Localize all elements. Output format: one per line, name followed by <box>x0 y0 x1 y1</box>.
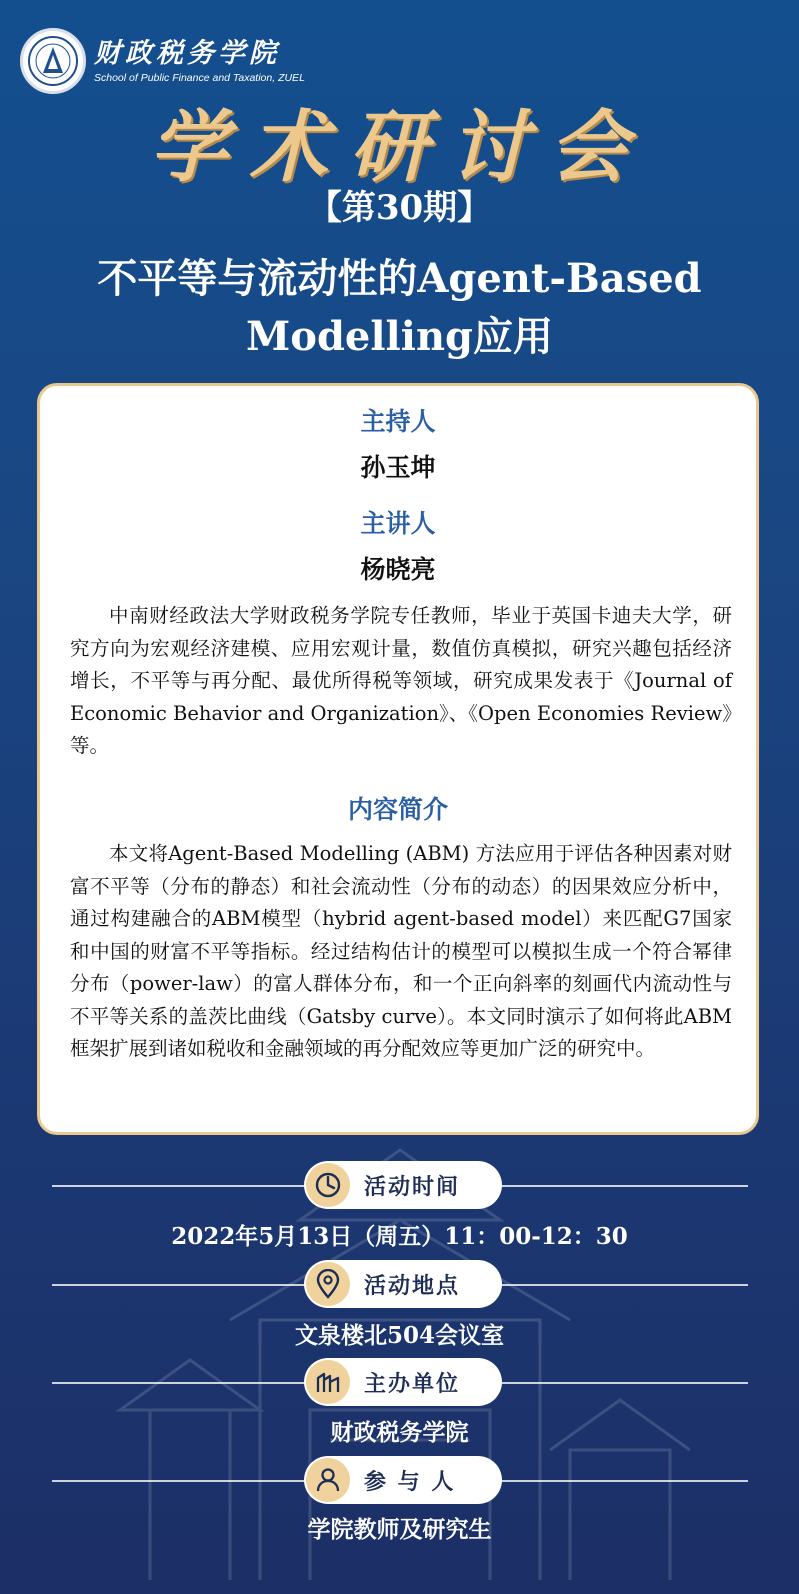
host-name: 孙玉坤 <box>360 453 436 482</box>
issue-number: 【第30期】 <box>307 188 492 228</box>
school-emblem-icon <box>20 28 86 94</box>
person-icon <box>306 1458 350 1502</box>
organizer-value: 财政税务学院 <box>330 1419 469 1446</box>
time-value: 2022年5月13日（周五）11：00-12：30 <box>171 1223 628 1250</box>
talk-title <box>40 250 759 366</box>
participants-value: 学院教师及研究生 <box>307 1516 492 1543</box>
logo-english-name: School of Public Finance and Taxation, ZUEL <box>94 72 305 84</box>
time-label: 活动时间 <box>364 1173 461 1200</box>
clock-icon <box>306 1163 350 1207</box>
building-icon <box>306 1360 350 1404</box>
location-pin-icon <box>306 1262 350 1306</box>
abstract-label: 内容简介 <box>347 795 448 824</box>
time-pill <box>304 1161 502 1209</box>
speaker-label: 主讲人 <box>360 509 436 538</box>
participants-label: 参 与 人 <box>364 1468 456 1495</box>
abstract-text: 本文将Agent-Based Modelling (ABM) 方法应用于评估各种因素对财富不平等（分布的静态）和社会流动性（分布的动态）的因果效应分析中，通过构建融合的ABM模型（hybrid agent-based model）来匹配G7国家和中国的财富不平等指标。经过结构估计的模型可以模拟生成一个符合幂律分布（power-law）的富人群体分布，和一个正向斜率的刻画代内流动性与不平等关系的盖茨比曲线（Gatsby curve）。本文同时演示了如何将此ABM框架扩展到诸如税收和金融领域的再分配效应等更加广泛的研究中。 <box>70 842 732 1060</box>
logo-chinese-name: 财政税务学院 <box>94 38 280 69</box>
place-pill <box>304 1260 502 1308</box>
organizer-pill <box>304 1358 502 1406</box>
organizer-label: 主办单位 <box>364 1370 461 1397</box>
place-label: 活动地点 <box>364 1272 461 1299</box>
participants-pill <box>304 1456 502 1504</box>
talk-title-line-2: Modelling应用 <box>245 313 553 360</box>
page-title: 学术研讨会 <box>149 102 650 193</box>
host-label: 主持人 <box>360 407 436 436</box>
speaker-card <box>37 383 759 1135</box>
place-value: 文泉楼北504会议室 <box>294 1322 504 1349</box>
speaker-name: 杨晓亮 <box>360 555 436 584</box>
talk-title-line-1: 不平等与流动性的Agent-Based <box>97 255 702 302</box>
speaker-bio: 中南财经政法大学财政税务学院专任教师，毕业于英国卡迪夫大学，研究方向为宏观经济建模、应用宏观计量，数值仿真模拟，研究兴趣包括经济增长，不平等与再分配、最优所得税等领域，研究成果发表于《Journal of Economic Behavior and Organization》、《Open Economies Review》等。 <box>70 604 732 757</box>
school-logo <box>20 28 305 94</box>
